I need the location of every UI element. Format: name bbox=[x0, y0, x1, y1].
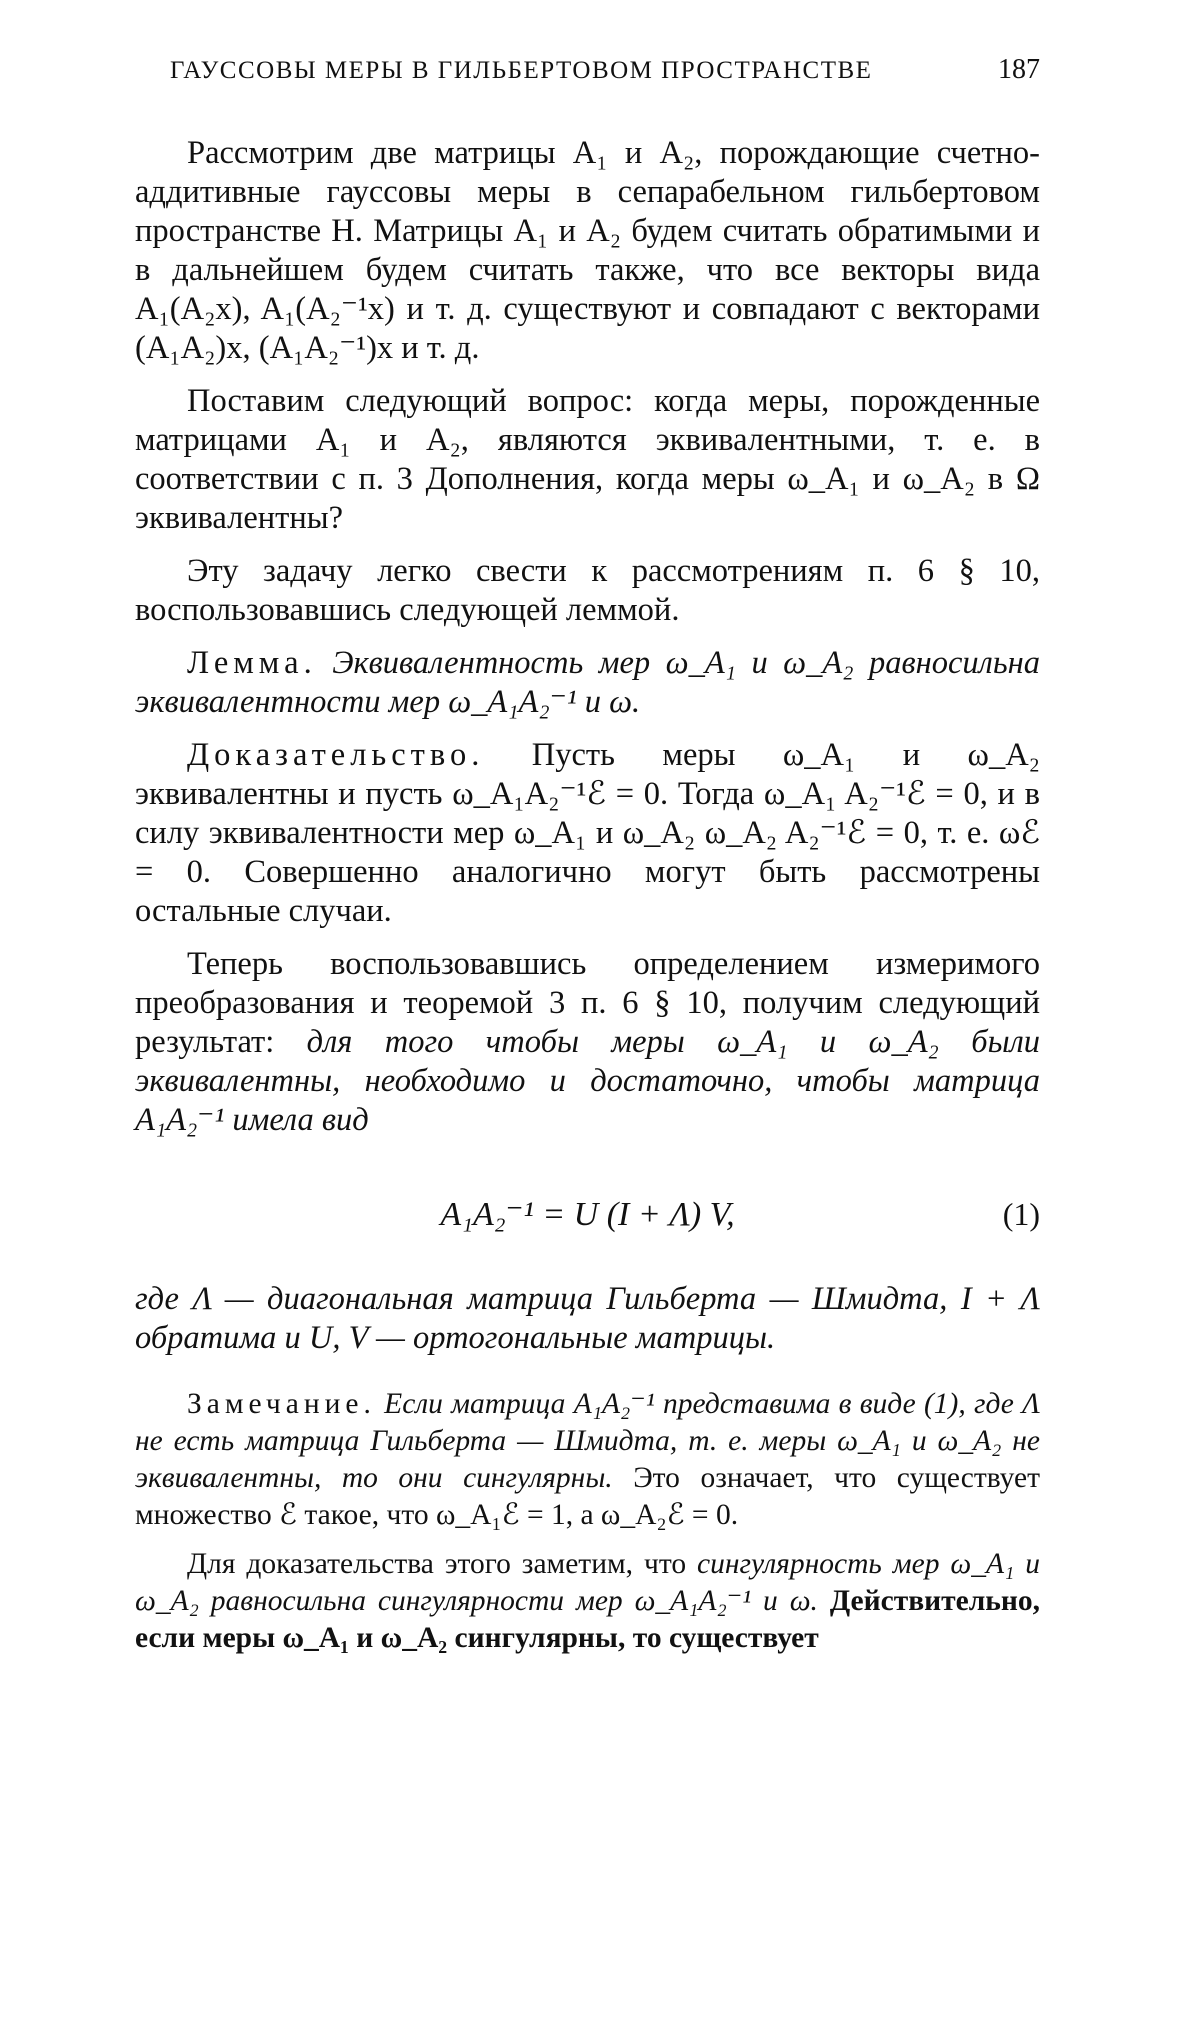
remark-section bbox=[135, 1386, 1040, 1657]
page-number: 187 bbox=[998, 54, 1040, 85]
proof-label: Доказательство. bbox=[187, 737, 485, 773]
running-head bbox=[170, 54, 1040, 86]
paragraph-question: Поставим следующий вопрос: когда меры, порожденные матрицами A₁ и A₂, являются эквивалентными, т. е. в соответствии с п. 3 Дополнения, когда меры ω_A₁ и ω_A₂ в Ω эквивалентны? bbox=[135, 383, 1040, 536]
equation-number: (1) bbox=[1002, 1195, 1040, 1232]
lemma-statement: Эквивалентность мер ω_A₁ и ω_A₂ равносильна эквивалентности мер ω_A₁A₂⁻¹ и ω. bbox=[135, 645, 1040, 720]
remark-statement: Если матрица A₁A₂⁻¹ представима в виде (1), где Λ не есть матрица Гильберта — Шмидта, т. е. меры ω_A₁ и ω_A₂ не эквивалентны, то они сингулярны. bbox=[135, 1388, 1041, 1494]
equation-1 bbox=[135, 1192, 1040, 1236]
formula-explanation: где Λ — диагональная матрица Гильберта — Шмидта, I + Λ обратима и U, V — ортогональные матрицы. bbox=[135, 1281, 1040, 1356]
final-intro: Для доказательства этого заметим, что bbox=[187, 1548, 687, 1580]
result-intro: Теперь воспользовавшись определением измеримого преобразования и теоремой 3 п. 6 § 10, получим следующий результат: bbox=[135, 946, 1040, 1060]
final-statement: сингулярность мер ω_A₁ и ω_A₂ равносильна сингулярности мер ω_A₁A₂⁻¹ и ω. bbox=[135, 1548, 1040, 1617]
lemma-label: Лемма. bbox=[187, 645, 317, 681]
paragraph-result bbox=[135, 945, 1040, 1140]
remark-label: Замечание. bbox=[187, 1388, 376, 1420]
remark-rest: Это означает, что существует множество ℰ такое, что ω_A₁ℰ = 1, а ω_A₂ℰ = 0. bbox=[135, 1462, 1040, 1531]
paragraph-matrices: Рассмотрим две матрицы A₁ и A₂, порождающие счетно-аддитивные гауссовы меры в сепарабельном гильбертовом пространстве H. Матрицы A₁ и A₂ будем считать обратимыми и в дальнейшем будем считать также, что все векторы вида A₁(A₂x), A₁(A₂⁻¹x) и т. д. существуют и совпадают с векторами (A₁A₂)x, (A₁A₂⁻¹)x и т. д. bbox=[135, 135, 1040, 366]
lemma bbox=[135, 644, 1040, 722]
final-paragraph bbox=[135, 1546, 1040, 1657]
proof bbox=[135, 736, 1040, 931]
equation-formula: A₁A₂⁻¹ = U (I + Λ) V, bbox=[440, 1195, 735, 1233]
final-last-line: Действительно, если меры ω_A₁ и ω_A₂ сингулярны, то существует bbox=[135, 1585, 1040, 1654]
remark bbox=[135, 1386, 1040, 1534]
main-text bbox=[135, 134, 1040, 1669]
proof-text: Пусть меры ω_A₁ и ω_A₂ эквивалентны и пусть ω_A₁A₂⁻¹ℰ = 0. Тогда ω_A₁ A₂⁻¹ℰ = 0, и в силу эквивалентности мер ω_A₁ и ω_A₂ ω_A₂ A₂⁻¹ℰ = 0, т. е. ωℰ = 0. Совершенно аналогично могут быть рассмотрены остальные случаи. bbox=[135, 737, 1040, 929]
running-head-title: ГАУССОВЫ МЕРЫ В ГИЛЬБЕРТОВОМ ПРОСТРАНСТВЕ bbox=[170, 57, 873, 84]
paragraph-reduction: Эту задачу легко свести к рассмотрениям п. 6 § 10, воспользовавшись следующей леммой. bbox=[135, 553, 1040, 628]
result-statement: для того чтобы меры ω_A₁ и ω_A₂ были эквивалентны, необходимо и достаточно, чтобы матрица A₁A₂⁻¹ имела вид bbox=[135, 1024, 1041, 1138]
